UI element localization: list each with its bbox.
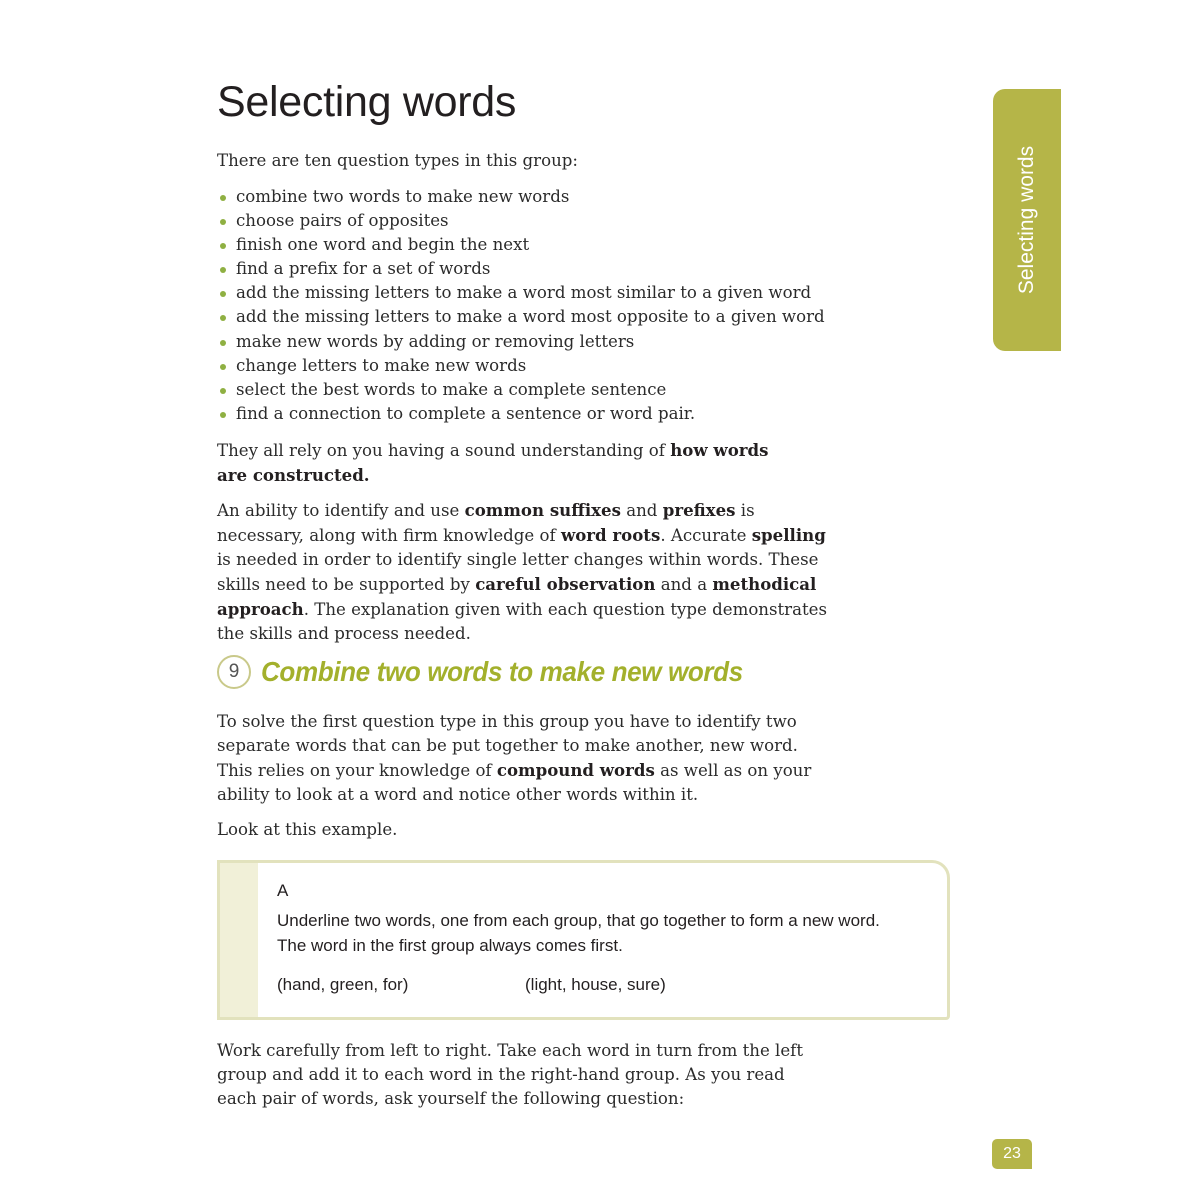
paragraph-text: . Accurate bbox=[660, 526, 752, 545]
intro-paragraph-1 bbox=[217, 438, 777, 488]
example-content bbox=[277, 879, 887, 997]
look-at-example-text: Look at this example. bbox=[217, 820, 398, 839]
paragraph-text: To solve the first question type in this group you have to identify two separate words that can be put together to make another, new word. This relies on your knowledge of bbox=[217, 712, 798, 780]
paragraph-text: and bbox=[620, 501, 663, 520]
example-word-groups bbox=[277, 973, 887, 997]
paragraph-text: as well as on your ability to look at a word and notice other words within it. bbox=[217, 761, 812, 804]
emphasis-text: spelling bbox=[751, 525, 826, 545]
intro-lead: There are ten question types in this group: bbox=[217, 151, 578, 170]
intro-paragraph-2 bbox=[217, 498, 837, 646]
emphasis-text: prefixes bbox=[662, 500, 736, 520]
section-paragraph-1 bbox=[217, 710, 837, 807]
example-box bbox=[217, 860, 950, 1020]
list-item: change letters to make new words bbox=[217, 354, 837, 378]
list-item: find a prefix for a set of words bbox=[217, 257, 837, 281]
paragraph-text: An ability to identify and use bbox=[217, 501, 465, 520]
list-item: add the missing letters to make a word most opposite to a given word bbox=[217, 305, 837, 329]
after-example-paragraph: Work carefully from left to right. Take each word in turn from the left group and add it to each word in the right-hand group. As you read each pair of words, ask yourself the following question: bbox=[217, 1041, 803, 1108]
section-heading bbox=[217, 654, 779, 690]
emphasis-text: careful observation bbox=[475, 574, 656, 594]
question-type-list bbox=[217, 185, 837, 426]
section-side-tab bbox=[993, 89, 1061, 351]
example-instruction: Underline two words, one from each group, that go together to form a new word. The word in the first group always comes first. bbox=[277, 911, 880, 955]
example-group-1: (hand, green, for) bbox=[277, 975, 409, 994]
paragraph-text: is necessary, along with firm knowledge of bbox=[217, 501, 755, 545]
side-tab-label: Selecting words bbox=[1015, 145, 1038, 295]
paragraph-text: and a bbox=[655, 575, 713, 594]
paragraph-text: They all rely on you having a sound understanding of bbox=[217, 441, 671, 460]
example-letter: A bbox=[277, 881, 289, 900]
list-item: finish one word and begin the next bbox=[217, 233, 837, 257]
example-group-2: (light, house, sure) bbox=[525, 975, 666, 994]
emphasis-text: methodical approach bbox=[217, 574, 817, 619]
list-item: find a connection to complete a sentence or word pair. bbox=[217, 402, 837, 426]
section-number-badge: 9 bbox=[217, 655, 251, 689]
list-item: add the missing letters to make a word most similar to a given word bbox=[217, 281, 837, 305]
emphasis-text: compound words bbox=[496, 760, 655, 780]
section-title: Combine two words to make new words bbox=[261, 656, 743, 687]
paragraph-text: is needed in order to identify single letter changes within words. These skills need to be supported by bbox=[217, 550, 819, 594]
list-item: select the best words to make a complete sentence bbox=[217, 378, 837, 402]
list-item: make new words by adding or removing letters bbox=[217, 330, 837, 354]
list-item: combine two words to make new words bbox=[217, 185, 837, 209]
list-item: choose pairs of opposites bbox=[217, 209, 837, 233]
example-box-strip bbox=[220, 863, 258, 1017]
page-title: Selecting words bbox=[217, 78, 517, 126]
emphasis-text: common suffixes bbox=[464, 500, 621, 520]
paragraph-text: . The explanation given with each question type demonstrates the skills and process needed. bbox=[217, 600, 828, 643]
emphasis-text: word roots bbox=[560, 525, 661, 545]
page-number: 23 bbox=[992, 1139, 1032, 1169]
emphasis-text: how words are constructed. bbox=[217, 440, 769, 485]
